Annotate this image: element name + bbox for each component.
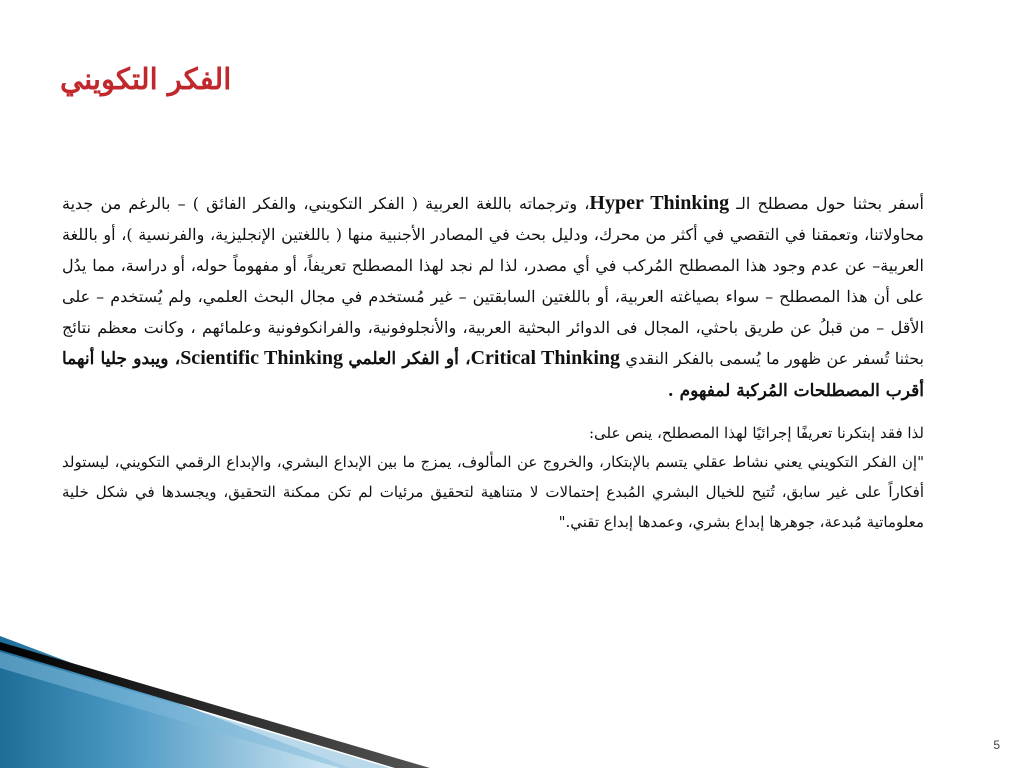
term-scientific-thinking: Scientific Thinking [180, 347, 343, 369]
paragraph-gap [62, 407, 924, 419]
slide-title: الفكر التكويني [60, 62, 232, 96]
intro-text-2: ، وترجماته باللغة العربية ( الفكر التكويني، والفكر الفائق ) – بالرغم من جدية محاولاتنا، وتعمقنا في التقصي في أكثر من محرك، ودليل بحث في المصادر الأجنبية منها ( باللغتين الإنجليزية، والفرنسية )، أو باللغة العربية– عن عدم وجود هذا المصطلح المُركب في أي مصدر، لذا لم نجد لهذا المصطلح تعريفاً، أو مفهوماً حوله، أو دراسة، مما يدُل على أن هذا المصطلح – سواء بصياغته العربية، أو باللغتين السابقتين – غير مُستخدم في مجال البحث العلمي، ولم يُستخدم – على الأقل – من قبلُ عن طريق باحثي، المجال فى الدوائر البحثية العربية، والأنجلوفونية، والفرانكوفونية وعلمائهم ، وكانت معظم نتائج بحثنا تُسفر عن ظهور ما يُسمى بالفكر النقدي [62, 194, 925, 368]
page-number: 5 [993, 738, 1000, 752]
intro-text-1: أسفر بحثنا حول مصطلح الـ [729, 194, 925, 213]
slide-body [62, 188, 924, 537]
definition-quote: "إن الفكر التكويني يعني نشاط عقلي يتسم بالإبتكار، والخروج عن المألوف، يمزج ما بين الإبداع البشري، والإبداع الرقمي التكويني، ليستولد أفكاراً على غير سابق، تُتيح للخيال البشري المُبدع إحتمالات لا متناهية لتحقيق مرئيات لم تكن ممكنة التحقيق، ويجسدها في شكل خلية معلوماتية مُبدعة، جوهرها إبداع بشري، وعمدها إبداع تقني." [62, 453, 924, 531]
intro-text-5: ، ويبدو جليا أنهما أقرب المصطلحات المُركبة لمفهوم . [62, 349, 924, 401]
term-hyper-thinking: Hyper Thinking [589, 192, 730, 214]
definition-lead: لذا فقد إبتكرنا تعريفًا إجرائيًا لهذا المصطلح، ينص على: [588, 424, 924, 442]
intro-text-3: ، أو [439, 349, 471, 369]
term-critical-thinking: Critical Thinking [470, 347, 621, 369]
intro-paragraph [62, 188, 924, 407]
term-scientific-arabic: الفكر العلمي [348, 349, 440, 369]
corner-decoration [0, 628, 1024, 768]
